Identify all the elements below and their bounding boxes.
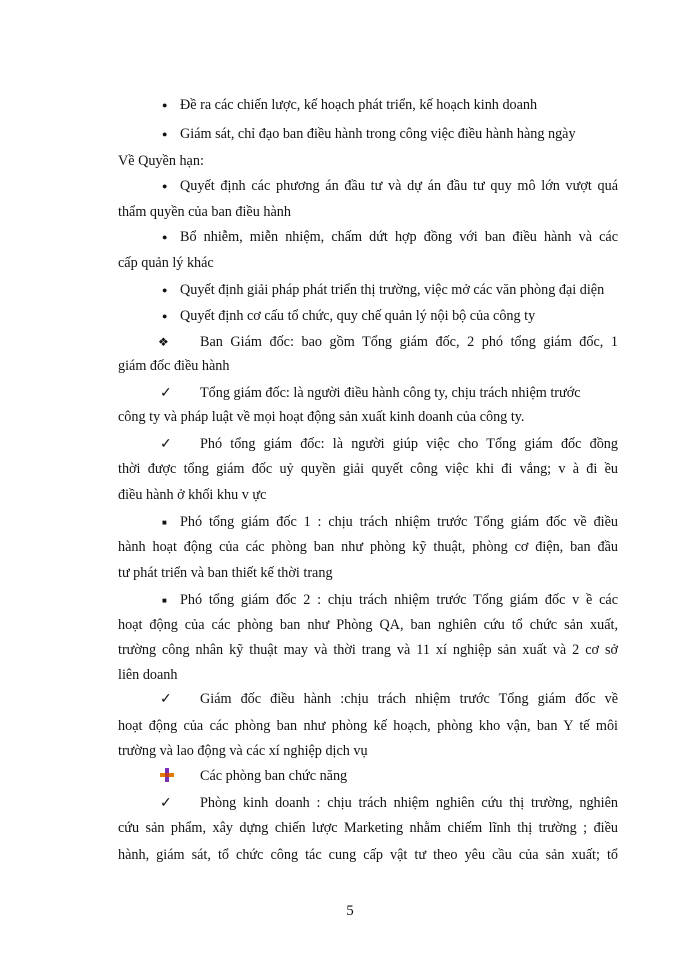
text-line: Quyết định các phương án đầu tư và dự án đầu tư quy mô lớn vượt quá: [180, 178, 618, 194]
bullet-square: [162, 512, 167, 534]
bullet-dot: [162, 227, 167, 248]
text-line: Phó tổng giám đốc 1 : chịu trách nhiệm trước Tổng giám đốc về điều: [180, 514, 618, 530]
bullet-dot: [162, 280, 167, 301]
text-line: Giám đốc điều hành :chịu trách nhiệm trước Tổng giám đốc về: [200, 691, 618, 707]
text-line: giám đốc điều hành: [118, 358, 230, 374]
text-line: điều hành ở khối khu v ực: [118, 487, 267, 503]
checkmark-icon: [160, 689, 172, 710]
text-line: hoạt động của các phòng ban như phòng kế hoạch, phòng kho vận, ban Y tế môi: [118, 718, 618, 734]
text-line: Tổng giám đốc: là người điều hành công ty, chịu trách nhiệm trước: [200, 385, 581, 401]
text-line: thẩm quyền của ban điều hành: [118, 204, 291, 220]
text-line: công ty và pháp luật về mọi hoạt động sản xuất kinh doanh của công ty.: [118, 409, 525, 425]
text-line: hành, giám sát, tổ chức công tác cung cấp vật tư theo yêu cầu của sản xuất; tổ: [118, 847, 618, 863]
text-line: Các phòng ban chức năng: [200, 768, 348, 784]
cross-bullet-icon: [160, 768, 174, 782]
checkmark-icon: [160, 793, 172, 814]
text-line: Đề ra các chiến lược, kế hoạch phát triển, kế hoạch kinh doanh: [180, 97, 538, 113]
text-line: trường và lao động và các xí nghiệp dịch vụ: [118, 743, 368, 759]
bullet-square: [162, 590, 167, 612]
text-line: cứu sản phẩm, xây dựng chiến lược Marketing nhằm chiếm lĩnh thị trường ; điều: [118, 820, 618, 836]
page-number: 5: [346, 903, 354, 919]
text-line: liên doanh: [118, 667, 178, 683]
text-line: trường công nhân kỹ thuật may và thời trang và 11 xí nghiệp sản xuất và 2 cơ sở: [118, 642, 618, 658]
text-line: Phòng kinh doanh : chịu trách nhiệm nghiên cứu thị trường, nghiên: [200, 795, 618, 811]
text-line: thời được tổng giám đốc uỷ quyền giải quyết công việc khi đi vắng; v à đi ều: [118, 461, 618, 477]
text-line: hành hoạt động của các phòng ban như phòng kỹ thuật, phòng cơ điện, ban đầu: [118, 539, 618, 555]
text-line: Phó tổng giám đốc: là người giúp việc cho Tổng giám đốc đồng: [200, 436, 618, 452]
text-line: Giám sát, chỉ đạo ban điều hành trong công việc điều hành hàng ngày: [180, 126, 576, 142]
text-line: Phó tổng giám đốc 2 : chịu trách nhiệm trước Tổng giám đốc v ề các: [180, 592, 618, 608]
text-line: Về Quyền hạn:: [118, 153, 204, 169]
bullet-dot: [162, 124, 167, 145]
checkmark-icon: [160, 383, 172, 404]
text-line: cấp quản lý khác: [118, 255, 214, 271]
bullet-dot: [162, 306, 167, 327]
text-line: Bổ nhiễm, miễn nhiệm, chấm dứt hợp đồng với ban điều hành và các: [180, 229, 618, 245]
bullet-diamond-icon: [158, 332, 169, 352]
text-line: Ban Giám đốc: bao gồm Tổng giám đốc, 2 phó tổng giám đốc, 1: [200, 334, 618, 350]
text-line: Quyết định cơ cấu tổ chức, quy chế quản lý nội bộ của công ty: [180, 308, 536, 324]
bullet-dot: [162, 176, 167, 197]
checkmark-icon: [160, 434, 172, 455]
text-line: hoạt động của các phòng ban như Phòng QA, ban nghiên cứu tổ chức sản xuất,: [118, 617, 618, 633]
text-line: tư phát triển và ban thiết kế thời trang: [118, 565, 333, 581]
bullet-dot: [162, 95, 167, 116]
text-line: Quyết định giải pháp phát triển thị trường, việc mở các văn phòng đại diện: [180, 282, 605, 298]
